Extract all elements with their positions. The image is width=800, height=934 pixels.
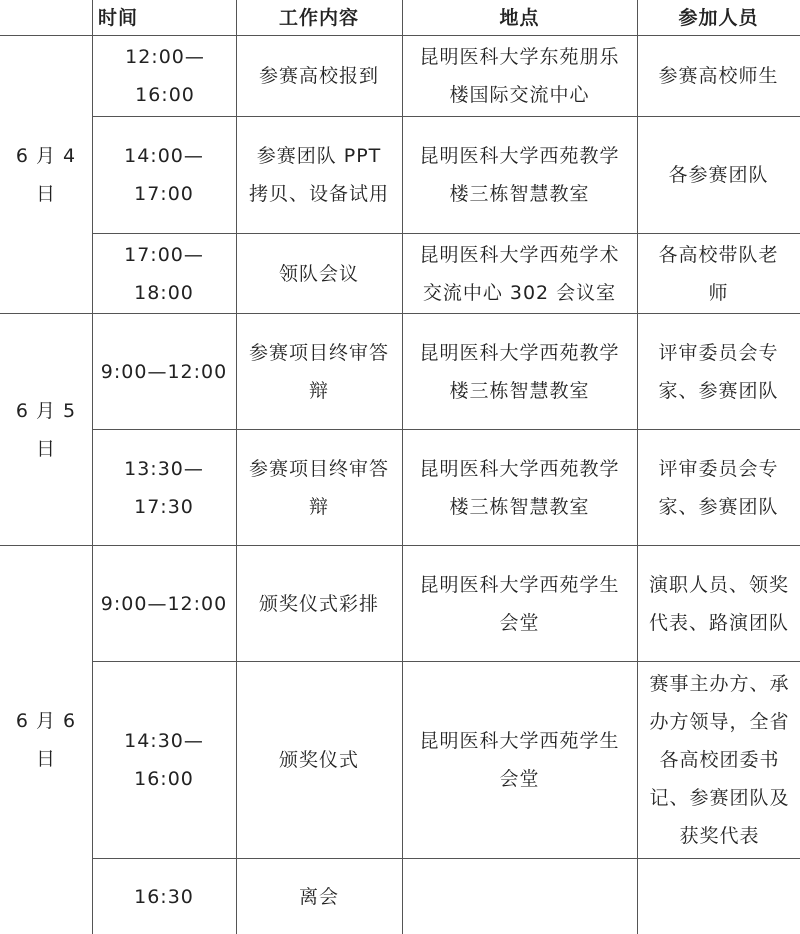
time-cell: 14:30—16:00 — [124, 730, 204, 790]
time-cell: 14:00—17:00 — [124, 145, 204, 205]
time-cell: 16:30 — [134, 885, 194, 908]
location-cell: 昆明医科大学西苑教学楼三栋智慧教室 — [419, 457, 620, 518]
location-cell: 昆明医科大学西苑学生会堂 — [419, 573, 620, 634]
time-cell: 17:00—18:00 — [124, 243, 204, 304]
time-cell: 9:00—12:00 — [100, 360, 228, 383]
location-cell: 昆明医科大学西苑学术交流中心 302 会议室 — [419, 243, 620, 304]
location-cell: 昆明医科大学西苑学生会堂 — [419, 730, 620, 790]
location-cell: 昆明医科大学东苑朋乐楼国际交流中心 — [419, 46, 620, 106]
participants-cell: 评审委员会专家、参赛团队 — [658, 341, 779, 402]
location-cell — [406, 859, 633, 934]
time-cell: 13:30—17:30 — [124, 457, 204, 518]
participants-cell: 参赛高校师生 — [658, 65, 779, 87]
content-cell: 颁奖仪式彩排 — [258, 592, 379, 615]
content-cell: 参赛高校报到 — [258, 65, 379, 87]
participants-cell: 各高校带队老师 — [658, 243, 779, 304]
header-content: 工作内容 — [278, 6, 359, 29]
date-cell: 6 月 4 日 — [15, 144, 77, 205]
content-cell: 颁奖仪式 — [278, 749, 359, 771]
participants-cell: 评审委员会专家、参赛团队 — [658, 457, 779, 518]
content-cell: 参赛项目终审答辩 — [248, 341, 389, 402]
content-cell: 参赛项目终审答辩 — [248, 457, 389, 518]
content-cell: 离会 — [298, 885, 339, 908]
header-time: 时间 — [97, 6, 138, 29]
grid-line — [402, 0, 403, 934]
location-cell: 昆明医科大学西苑教学楼三栋智慧教室 — [419, 341, 620, 402]
header-location: 地点 — [499, 6, 540, 29]
content-cell: 领队会议 — [278, 262, 359, 285]
date-cell: 6 月 6 日 — [15, 710, 77, 770]
time-cell: 9:00—12:00 — [100, 592, 228, 615]
header-participants: 参加人员 — [678, 6, 759, 29]
participants-cell: 各参赛团队 — [668, 164, 769, 186]
date-cell: 6 月 5 日 — [15, 399, 77, 460]
participants-cell — [637, 859, 800, 934]
content-cell: 参赛团队 PPT 拷贝、设备试用 — [248, 145, 389, 205]
participants-cell: 演职人员、领奖代表、路演团队 — [648, 573, 789, 634]
participants-cell: 赛事主办方、承办方领导，全省各高校团委书记、参赛团队及获奖代表 — [649, 673, 790, 847]
location-cell: 昆明医科大学西苑教学楼三栋智慧教室 — [419, 145, 620, 205]
time-cell: 12:00—16:00 — [125, 46, 205, 106]
